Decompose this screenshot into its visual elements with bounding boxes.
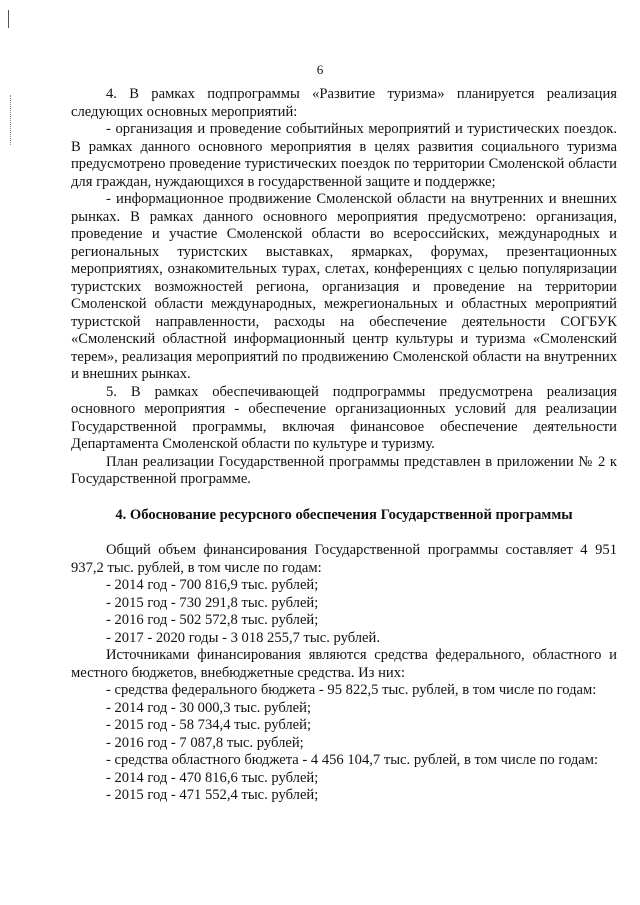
paragraph-regional: - средства областного бюджета - 4 456 104,7 тыс. рублей, в том числе по годам:	[106, 752, 599, 768]
total-year-line: - 2015 год - 730 291,8 тыс. рублей;	[106, 594, 319, 611]
scan-edge-mark	[8, 10, 9, 28]
total-year-line: - 2017 - 2020 годы - 3 018 255,7 тыс. рублей.	[106, 629, 380, 646]
regional-year-line: - 2014 год - 470 816,6 тыс. рублей;	[106, 769, 319, 786]
section-heading: 4. Обоснование ресурсного обеспечения Государственной программы	[115, 506, 573, 523]
federal-year-line: - 2014 год - 30 000,3 тыс. рублей;	[106, 699, 312, 716]
paragraph-5: 5. В рамках обеспечивающей подпрограммы предусмотрена реализация основного мероприятия - обеспечение организационных условий для реализации Государственной программы, включая финансовое обеспечение деятельности Департамента Смоленской области по культуре и туризму.	[71, 383, 617, 452]
document-body	[71, 86, 617, 805]
paragraph-total-funding: Общий объем финансирования Государственной программы составляет 4 951 937,2 тыс. рублей, в том числе по годам:	[71, 542, 617, 576]
scan-binding-marks	[10, 95, 12, 145]
paragraph-4-item-events: - организация и проведение событийных мероприятий и туристических поездок. В рамках данного основного мероприятия в целях развития социального туризма предусмотрено проведение туристических поездок по территории Смоленской области для граждан, нуждающихся в государственной защите и поддержке;	[71, 121, 617, 190]
paragraph-4: 4. В рамках подпрограммы «Развитие туризма» планируется реализация следующих основных мероприятий:	[71, 86, 617, 120]
paragraph-plan: План реализации Государственной программы представлен в приложении № 2 к Государственной программе.	[71, 453, 617, 487]
paragraph-4-item-promotion: - информационное продвижение Смоленской области на внутренних и внешних рынках. В рамках данного основного мероприятия предусмотрено: организация, проведение и участие Смоленской области во всероссийских, международных и региональных туристских выставках, ярмарках, форумах, презентационных мероприятиях, ознакомительных турах, слетах, конференциях с целью популяризации туристских возможностей региона, организация и проведение на территории Смоленской области международных, межрегиональных и областных мероприятий туристской направленности, расходы на обеспечение деятельности СОГБУК «Смоленский областной информационный центр культуры и туризма «Смоленский терем», реализация мероприятий по продвижению Смоленской области на внутренних и внешних рынках.	[71, 191, 617, 382]
federal-year-line: - 2015 год - 58 734,4 тыс. рублей;	[106, 717, 312, 733]
paragraph-federal: - средства федерального бюджета - 95 822,5 тыс. рублей, в том числе по годам:	[106, 682, 597, 698]
federal-year-line: - 2016 год - 7 087,8 тыс. рублей;	[106, 734, 304, 751]
page-number: 6	[316, 62, 324, 77]
total-year-line: - 2014 год - 700 816,9 тыс. рублей;	[106, 577, 319, 593]
paragraph-sources: Источниками финансирования являются средства федерального, областного и местного бюджетов, внебюджетные средства. Из них:	[71, 647, 617, 681]
regional-year-line: - 2015 год - 471 552,4 тыс. рублей;	[106, 787, 319, 803]
total-year-line: - 2016 год - 502 572,8 тыс. рублей;	[106, 612, 319, 628]
